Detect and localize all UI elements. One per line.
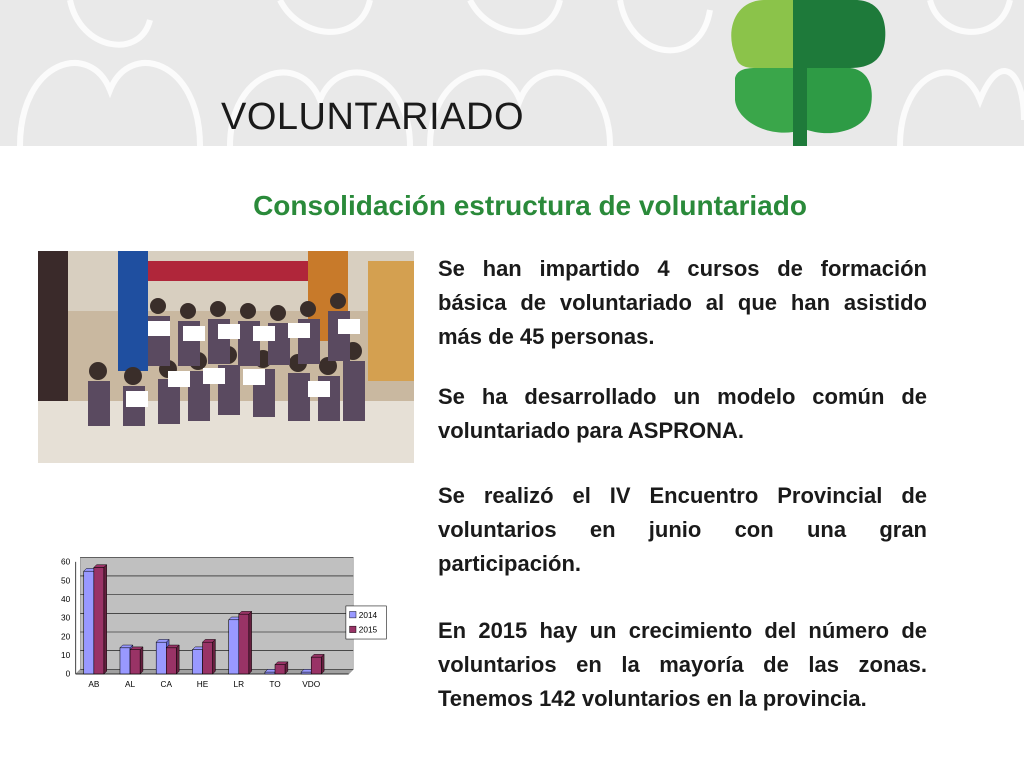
clover-logo <box>725 0 895 146</box>
chart-y-tick-label: 20 <box>61 632 71 642</box>
chart-bar-2015-AL <box>130 650 140 674</box>
chart-bar-2015-CA <box>166 648 176 674</box>
chart-y-tick-label: 40 <box>61 594 71 604</box>
clover-logo-icon <box>725 0 895 146</box>
chart-x-tick-label: AL <box>125 679 136 689</box>
chart-bar-2015-AB <box>94 567 104 674</box>
chart-x-tick-label: CA <box>160 679 173 689</box>
chart-bar-side <box>213 639 216 674</box>
chart-legend-swatch <box>350 611 356 617</box>
group-photo <box>38 251 414 463</box>
paragraph-courses: Se han impartido 4 cursos de formación básica de voluntariado al que han asistido más de 45 personas. <box>438 256 927 349</box>
chart-y-tick-label: 0 <box>65 669 71 679</box>
chart-bar-side <box>321 654 324 674</box>
chart-legend-swatch <box>350 626 356 632</box>
chart-bar-2014-VDO <box>301 672 311 674</box>
chart-y-tick-label: 50 <box>61 576 71 586</box>
volunteers-chart <box>50 548 390 708</box>
chart-legend-label: 2014 <box>358 610 378 620</box>
chart-x-tick-label: AB <box>88 679 100 689</box>
chart-bar-2015-TO <box>275 665 285 674</box>
chart-bar-2014-AB <box>84 571 94 674</box>
chart-y-tick-label: 30 <box>61 613 71 623</box>
chart-legend-label: 2015 <box>358 625 378 635</box>
chart-x-tick-label: TO <box>269 679 281 689</box>
chart-bar-side <box>104 565 107 674</box>
chart-bar-2014-HE <box>192 650 202 674</box>
chart-y-tick-label: 60 <box>61 557 71 567</box>
chart-bar-side <box>176 645 179 674</box>
section-subtitle: Consolidación estructura de voluntariado <box>253 190 807 221</box>
paragraph-meeting: Se realizó el IV Encuentro Provincial de voluntarios en junio con una gran participación. <box>438 483 927 576</box>
chart-x-tick-label: HE <box>196 679 209 689</box>
chart-bar-2014-AL <box>120 648 130 674</box>
chart-bar-2014-CA <box>156 642 166 674</box>
chart-bar-side <box>140 647 143 674</box>
paragraph-model: Se ha desarrollado un modelo común de voluntariado para ASPRONA. <box>438 384 927 443</box>
chart-bar-side <box>249 611 252 674</box>
chart-bar-2014-LR <box>229 620 239 674</box>
chart-bar-2015-VDO <box>311 657 321 674</box>
chart-bar-2015-HE <box>203 642 213 674</box>
page-title: VOLUNTARIADO <box>221 96 525 138</box>
chart-bar-2015-LR <box>239 614 249 674</box>
chart-y-tick-label: 10 <box>61 651 71 661</box>
chart-x-tick-label: VDO <box>302 679 321 689</box>
chart-bar-2014-TO <box>265 672 275 674</box>
paragraph-growth: En 2015 hay un crecimiento del número de voluntarios en la mayoría de las zonas. Tenemos 142 voluntarios en la provincia. <box>438 618 927 711</box>
volunteers-bar-chart <box>50 548 390 708</box>
chart-x-tick-label: LR <box>233 679 245 689</box>
